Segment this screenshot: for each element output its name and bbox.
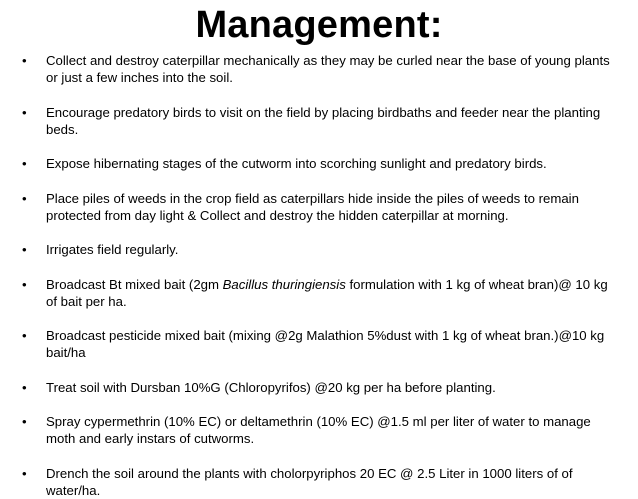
bullet-icon: • xyxy=(22,328,27,343)
list-item xyxy=(22,190,622,224)
bullet-text: Treat soil with Dursban 10%G (Chloropyrifos) @20 kg per ha before planting. xyxy=(46,379,496,395)
bullet-icon: • xyxy=(22,465,27,481)
bullet-icon: • xyxy=(22,156,27,171)
bullet-text: Place piles of weeds in the crop field as caterpillars hide inside the piles of weeds to remain protected from day light & Collect and destroy the hidden caterpillar at morning. xyxy=(46,190,579,223)
slide-title: Management: xyxy=(195,4,443,46)
bullet-icon: • xyxy=(22,104,27,120)
list-item xyxy=(22,241,622,258)
list-item xyxy=(22,276,622,310)
bullet-icon: • xyxy=(22,53,27,68)
bullet-text: Broadcast pesticide mixed bait (mixing @2g Malathion 5%dust with 1 kg of wheat bran.)@10 kg bait/ha xyxy=(46,328,605,360)
bullet-icon: • xyxy=(22,276,27,292)
list-item xyxy=(22,52,622,86)
list-item xyxy=(22,104,622,138)
bullet-text: Irrigates field regularly. xyxy=(46,242,179,257)
bullet-text: Collect and destroy caterpillar mechanically as they may be curled near the base of young plants or just a few inches into the soil. xyxy=(46,53,610,85)
bullet-text-post: formulation with 1 kg of wheat bran)@ 10 kg of bait per ha. xyxy=(46,276,608,309)
bullet-text: Spray cypermethrin (10% EC) or deltamethrin (10% EC) @1.5 ml per liter of water to manage moth and early instars of cutworms. xyxy=(46,414,591,446)
bullet-icon: • xyxy=(22,414,27,429)
list-item xyxy=(22,327,622,361)
list-item xyxy=(22,413,622,447)
list-item xyxy=(22,155,622,172)
bullet-icon: • xyxy=(22,190,27,206)
bullet-text: Encourage predatory birds to visit on the field by placing birdbaths and feeder near the planting beds. xyxy=(46,104,601,137)
bullet-icon: • xyxy=(22,379,27,395)
bullet-text xyxy=(46,277,608,309)
bullet-text: Expose hibernating stages of the cutworm into scorching sunlight and predatory birds. xyxy=(46,156,547,171)
bullet-text: Drench the soil around the plants with cholorpyriphos 20 EC @ 2.5 Liter in 1000 liters of of water/ha. xyxy=(46,465,573,498)
species-name: Bacillus thuringiensis xyxy=(222,276,346,292)
list-item xyxy=(22,465,622,499)
bullet-text-pre: Broadcast Bt mixed bait (2gm xyxy=(46,276,223,292)
bullet-icon: • xyxy=(22,242,27,257)
bullet-list xyxy=(22,52,622,499)
list-item xyxy=(22,379,622,396)
